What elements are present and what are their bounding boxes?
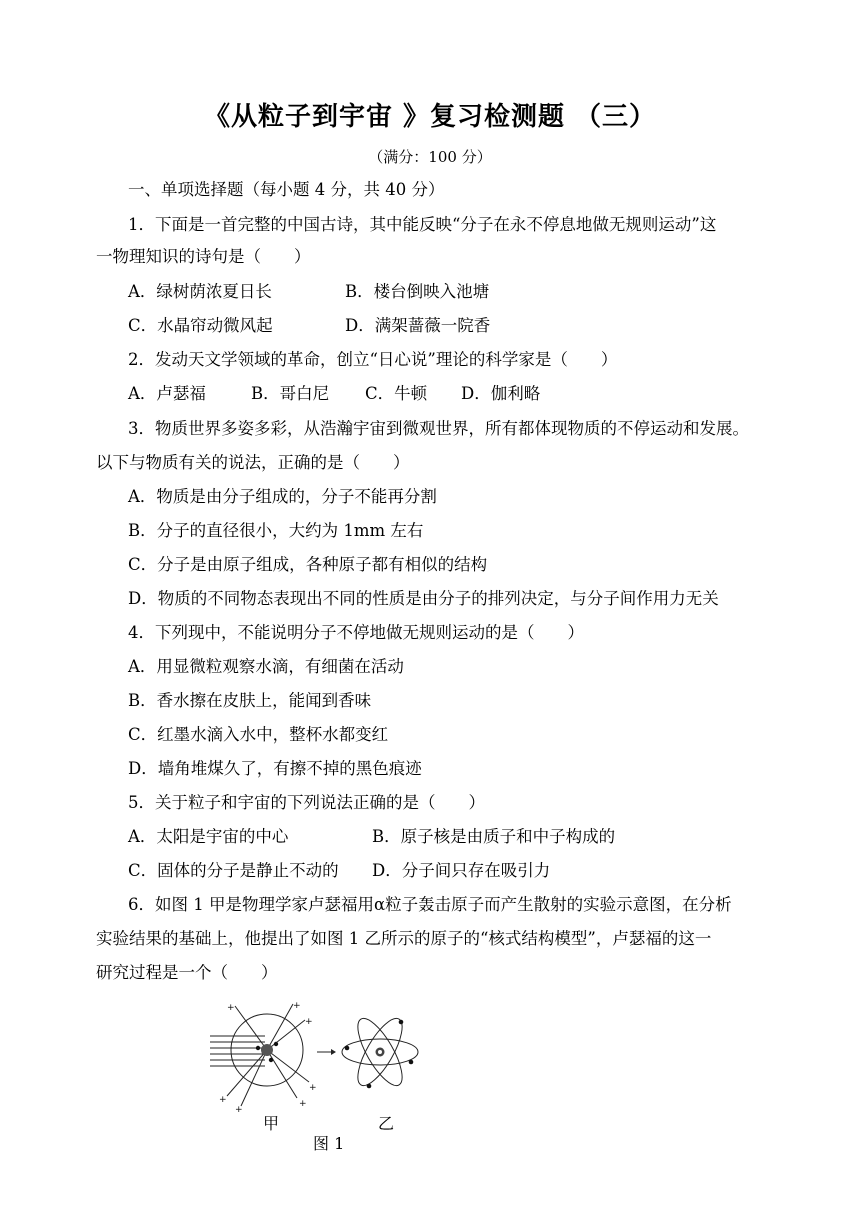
q5-option-c: C．固体的分子是静止不动的 — [128, 861, 339, 880]
q1-option-d: D．满架蔷薇一院香 — [345, 316, 491, 335]
section-heading: 一、单项选择题（每小题 4 分，共 40 分） — [128, 180, 445, 199]
q2-option-a: A．卢瑟福 — [128, 384, 206, 403]
q3-option-c: C．分子是由原子组成，各种原子都有相似的结构 — [128, 555, 488, 574]
q5-option-d: D．分子间只存在吸引力 — [372, 861, 551, 880]
svg-text:+: + — [305, 1017, 313, 1027]
q4-option-a: A．用显微粒观察水滴，有细菌在活动 — [128, 657, 404, 676]
q2-option-d: D．伽利略 — [461, 384, 541, 403]
q4-option-b: B．香水擦在皮肤上，能闻到香味 — [128, 691, 372, 710]
q6-stem-line3: 研究过程是一个（ ） — [96, 963, 278, 982]
q4-option-d: D．墙角堆煤久了，有擦不掉的黑色痕迹 — [128, 759, 422, 778]
svg-text:+: + — [219, 1095, 227, 1105]
score-note: （满分：100 分） — [368, 148, 492, 166]
q3-stem-line1: 3．物质世界多姿多彩，从浩瀚宇宙到微观世界，所有都体现物质的不停运动和发展。 — [128, 419, 749, 438]
figure-1 — [205, 998, 445, 1133]
rutherford-diagram — [205, 998, 445, 1128]
svg-text:+: + — [227, 1003, 235, 1013]
q4-stem: 4．下列现中，不能说明分子不停地做无规则运动的是（ ） — [128, 623, 584, 642]
q1-stem-line1: 1．下面是一首完整的中国古诗，其中能反映“分子在永不停息地做无规则运动”这 — [128, 215, 717, 234]
q1-stem-line2: 一物理知识的诗句是（ ） — [96, 247, 311, 266]
q3-option-d: D．物质的不同物态表现出不同的性质是由分子的排列决定，与分子间作用力无关 — [128, 589, 719, 608]
svg-text:+: + — [235, 1105, 243, 1115]
figure-label-right: 乙 — [378, 1114, 395, 1133]
q5-option-b: B．原子核是由质子和中子构成的 — [372, 827, 616, 846]
q2-stem: 2．发动天文学领域的革命，创立“日心说”理论的科学家是（ ） — [128, 350, 618, 369]
q2-option-b: B．哥白尼 — [251, 384, 330, 403]
q3-stem-line2: 以下与物质有关的说法，正确的是（ ） — [96, 453, 410, 472]
svg-text:+: + — [309, 1083, 317, 1093]
q1-option-c: C．水晶帘动微风起 — [128, 316, 273, 335]
svg-text:+: + — [299, 1099, 307, 1109]
q1-option-b: B．楼台倒映入池塘 — [345, 282, 490, 301]
q1-option-a: A．绿树荫浓夏日长 — [128, 282, 272, 301]
figure-label-left: 甲 — [263, 1114, 280, 1133]
q2-option-c: C．牛顿 — [365, 384, 428, 403]
q6-stem-line2: 实验结果的基础上，他提出了如图 1 乙所示的原子的“核式结构模型”，卢瑟福的这一 — [96, 929, 712, 948]
page-title: 《从粒子到宇宙 》复习检测题 （三） — [203, 102, 657, 132]
q4-option-c: C．红墨水滴入水中，整杯水都变红 — [128, 725, 389, 744]
svg-text:+: + — [293, 1001, 301, 1011]
figure-caption: 图 1 — [313, 1134, 345, 1153]
q6-stem-line1: 6．如图 1 甲是物理学家卢瑟福用α粒子轰击原子而产生散射的实验示意图，在分析 — [128, 895, 732, 914]
q5-option-a: A．太阳是宇宙的中心 — [128, 827, 289, 846]
q3-option-a: A．物质是由分子组成的，分子不能再分割 — [128, 487, 437, 506]
q3-option-b: B．分子的直径很小，大约为 1mm 左右 — [128, 521, 424, 540]
q5-stem: 5．关于粒子和宇宙的下列说法正确的是（ ） — [128, 793, 485, 812]
